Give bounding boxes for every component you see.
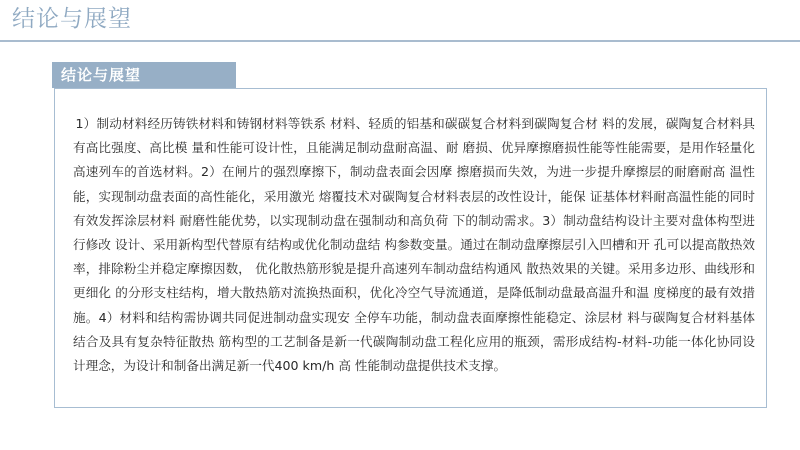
- title-divider: [0, 40, 800, 42]
- conclusion-paragraph: 1）制动材料经历铸铁材料和铸钢材料等铁系 材料、轻质的铝基和碳碳复合材料到碳陶复合材 料的发展，碳陶复合材料具有高比强度、高比模 量和性能可设计性，且能满足制动盘耐高温、耐 磨损、优异摩擦磨损性能等性能需要，是用作轻量化高速列车的首选材料。2）在闸片的强烈摩擦下，制动盘表面会因摩 擦磨损而失效，为进一步提升摩擦层的耐磨耐高 温性能，实现制动盘表面的高性能化，采用激光 熔覆技术对碳陶复合材料表层的改性设计，能保 证基体材料耐高温性能的同时有效发挥涂层材料 耐磨性能优势，以实现制动盘在强制动和高负荷 下的制动需求。3）制动盘结构设计主要对盘体构型进行修改 设计、采用新构型代替原有结构或优化制动盘结 构参数变量。通过在制动盘摩擦层引入凹槽和开 孔可以提高散热效率，排除粉尘并稳定摩擦因数， 优化散热筋形貌是提升高速列车制动盘结构通风 散热效果的关键。采用多边形、曲线形和更细化 的分形支柱结构，增大散热筋对流换热面积，优化冷空气导流通道，是降低制动盘最高温升和温 度梯度的最有效措施。4）材料和结构需协调共同促进制动盘实现安 全停车功能，制动盘表面摩擦性能稳定、涂层材 料与碳陶复合材料基体结合及具有复杂特征散热 筋构型的工艺制备是新一代碳陶制动盘工程化应用的瓶颈，需形成结构-材料-功能一体化协同设 计理念，为设计和制备出满足新一代400 km/h 高 性能制动盘提供技术支撑。: [73, 116, 755, 374]
- section-header: 结论与展望: [52, 62, 236, 88]
- page-title: 结论与展望: [12, 6, 132, 32]
